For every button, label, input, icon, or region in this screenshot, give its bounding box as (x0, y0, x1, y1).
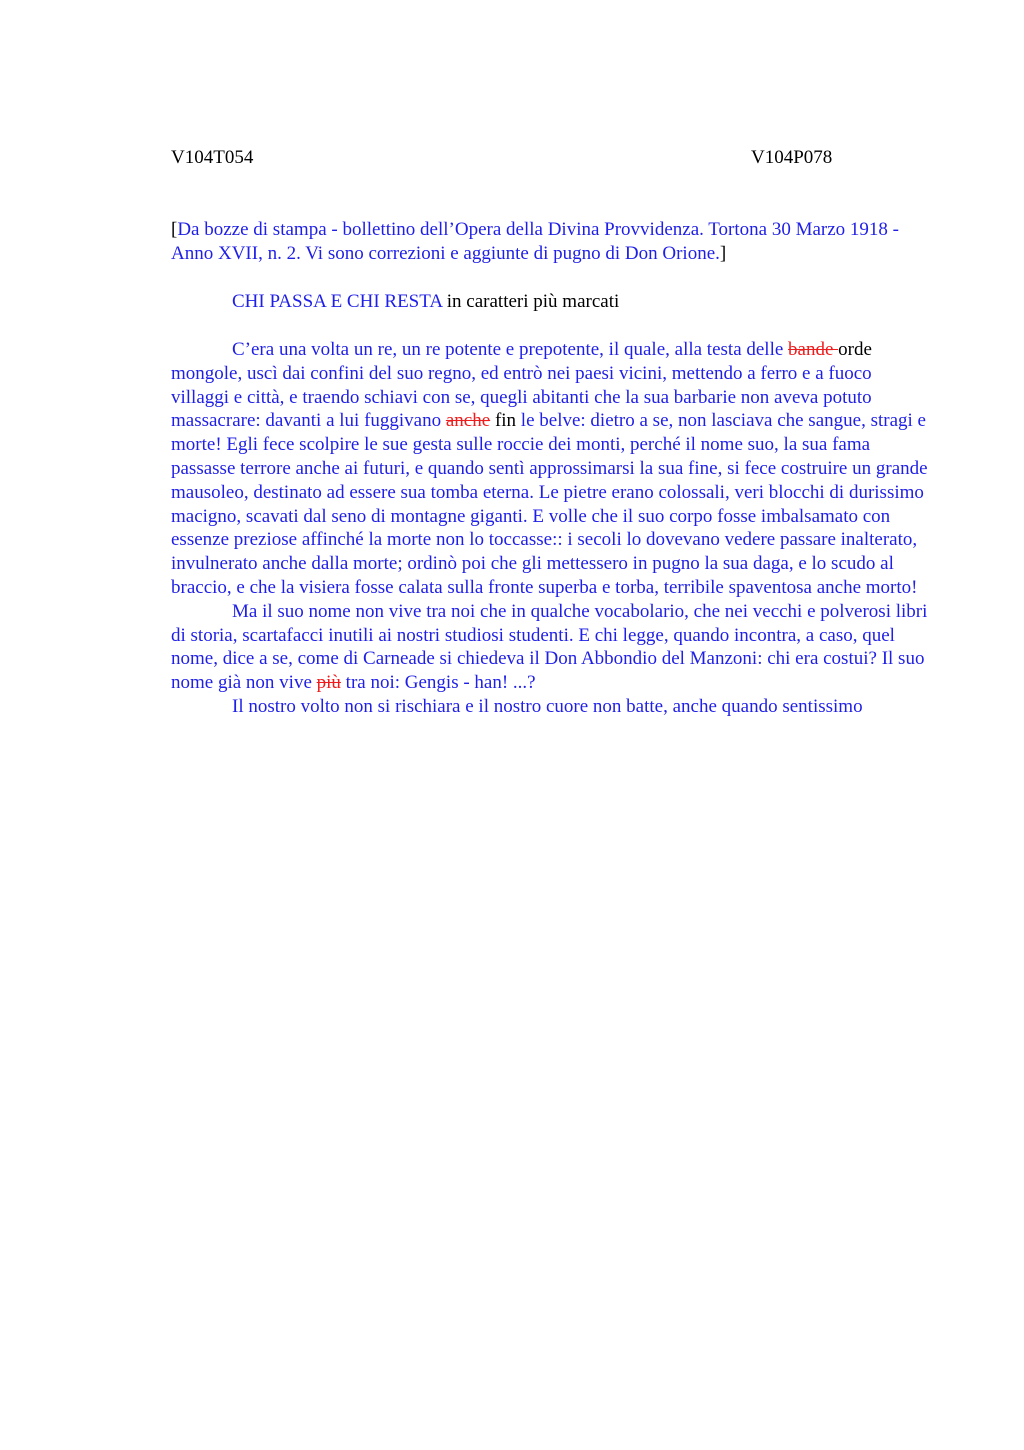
paragraph-3 (171, 695, 931, 719)
paragraph-3-text-1: Il nostro volto non si rischiara e il nostro cuore non batte, anche quando sentissimo (232, 695, 863, 717)
paragraph-1-text-1: C’era una volta un re, un re potente e prepotente, il quale, alla testa delle (232, 339, 789, 360)
deleted-word-anche: anche (445, 410, 491, 432)
paragraph-2 (171, 600, 931, 695)
deleted-word-piu: più (316, 672, 341, 694)
paragraph-1-text-2: mongole, uscì dai confini del suo regno, ed entrò nei paesi vicini, mettendo a ferro e a fuoco villaggi e città, e traendo schiavi con se, quegli abitanti che la sua barbarie non aveva potuto massacrare: davanti a lui fuggivano (171, 362, 872, 432)
editorial-note (171, 218, 931, 266)
document-code-right: V104P078 (751, 147, 833, 168)
paragraph-2-text-2: tra noi: Gengis - han! ...? (340, 672, 536, 694)
title-remark: in caratteri più marcati (442, 291, 620, 312)
article-body (171, 338, 931, 719)
document-code-left: V104T054 (171, 147, 254, 168)
inserted-word-orde: orde (838, 339, 872, 360)
note-text: Da bozze di stampa - bollettino dell’Opera della Divina Provvidenza. Tortona 30 Marzo 1918 - Anno XVII, n. 2. Vi sono correzioni e aggiunte di pugno di Don Orione. (171, 219, 900, 264)
inserted-word-fin: fin (490, 410, 517, 432)
title-line (171, 290, 931, 314)
deleted-word-bande: bande (788, 339, 839, 360)
article-title: CHI PASSA E CHI RESTA (232, 291, 443, 312)
paragraph-1 (171, 338, 931, 600)
note-close-bracket: ] (719, 242, 727, 264)
note-open-bracket: [ (171, 219, 178, 240)
paragraph-2-text-1: Ma il suo nome non vive tra noi che in qualche vocabolario, che nei vecchi e polverosi libri di storia, scartafacci inutili ai nostri studiosi studenti. E chi legge, quando incontra, a caso, quel nome, dice a se, come di Carneade si chiedeva il Don Abbondio del Manzoni: chi era costui? Il suo nome già non vive (171, 600, 928, 694)
paragraph-1-text-3: le belve: dietro a se, non lasciava che sangue, stragi e morte! Egli fece scolpire le sue gesta sulle roccie dei monti, perché il nome suo, la sua fama passasse terrore anche ai futuri, e quando sentì approssimarsi la sua fine, si fece costruire un grande mausoleo, destinato ad essere sua tomba eterna. Le pietre erano colossali, veri blocchi di durissimo macigno, scavati dal seno di montagne giganti. E volle che il suo corpo fosse imbalsamato con essenze preziose affinché la morte non lo toccasse:: i secoli lo dovevano vedere passare inalterato, invulnerato anche dalla morte; ordinò poi che gli mettessero in pugno la sua daga, e lo scudo al braccio, e che la visiera fosse calata sulla fronte superba e torba, terribile spaventosa anche morto! (171, 410, 928, 598)
